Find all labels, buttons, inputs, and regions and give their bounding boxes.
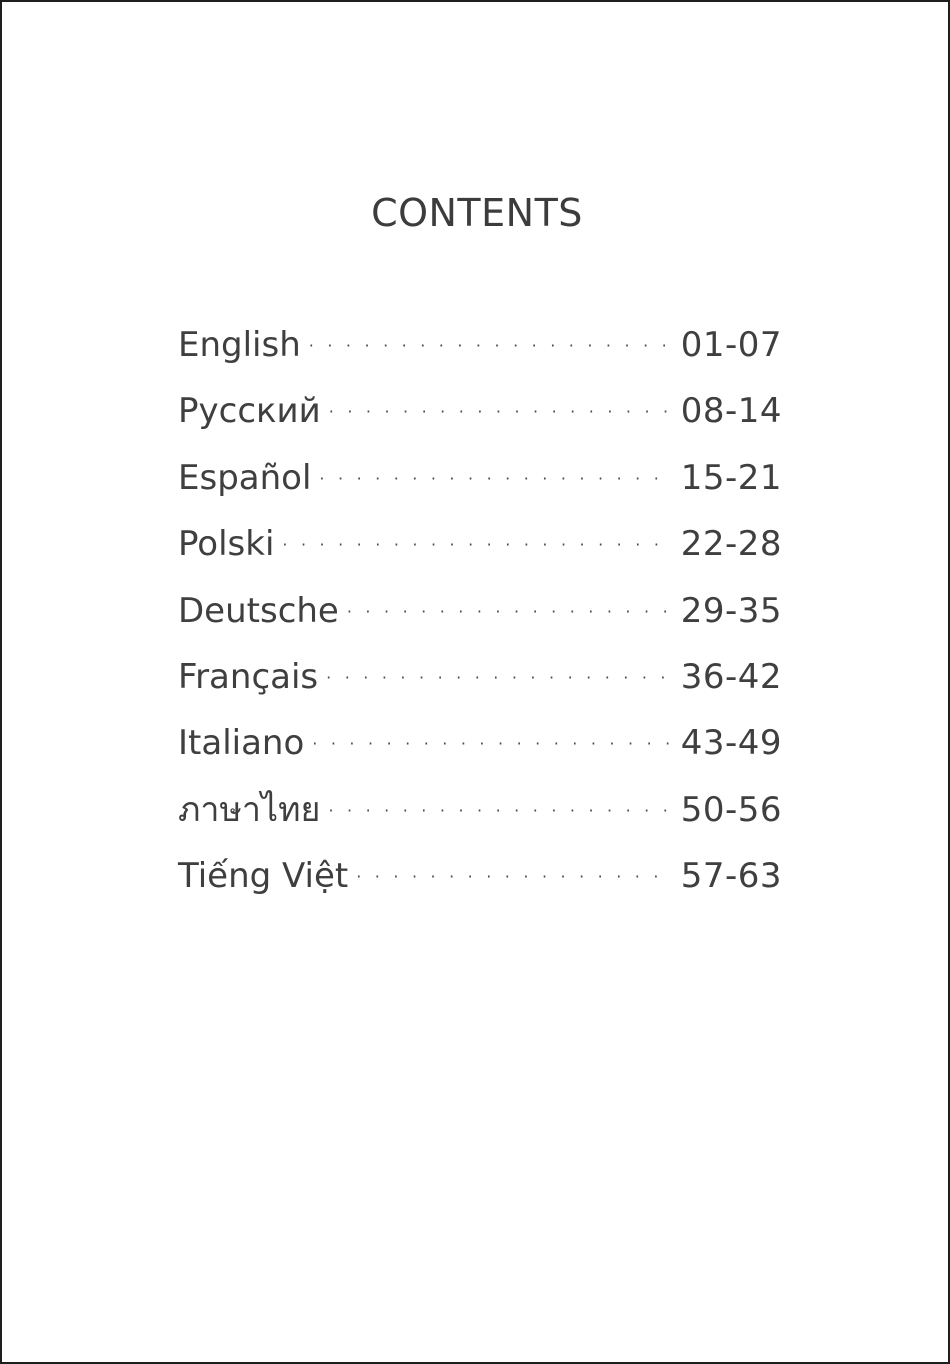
dot-leader: [328, 788, 670, 834]
toc-entry-label: ภาษาไทย: [178, 789, 321, 830]
toc-entry-pages: 50-56: [680, 789, 782, 830]
dot-leader: [347, 589, 671, 635]
toc-entry-russian: [178, 388, 782, 454]
toc-entry-thai: [178, 787, 782, 853]
toc-entry-pages: 36-42: [680, 656, 782, 697]
dot-leader: [356, 854, 670, 900]
toc-entry-label: Polski: [178, 524, 275, 565]
dot-leader: [312, 721, 670, 767]
dot-leader: [326, 655, 671, 701]
toc-entry-pages: 15-21: [680, 457, 782, 498]
toc-entry-pages: 57-63: [680, 856, 782, 897]
toc-entry-spanish: [178, 455, 782, 521]
toc-entry-label: English: [178, 325, 301, 365]
toc-entry-label: Italiano: [178, 723, 305, 764]
toc-entry-label: Tiếng Việt: [178, 856, 349, 897]
toc-entry-label: Русский: [178, 391, 321, 432]
toc-entry-polish: [178, 521, 782, 587]
toc-entry-pages: 43-49: [680, 723, 782, 764]
dot-leader: [282, 522, 670, 568]
toc-entry-vietnamese: [178, 853, 782, 919]
toc-entry-label: Français: [178, 656, 319, 697]
dot-leader: [319, 456, 670, 502]
toc-entry-italian: [178, 720, 782, 786]
table-of-contents: [178, 322, 782, 920]
dot-leader: [329, 389, 671, 435]
toc-entry-german: [178, 588, 782, 654]
page-title: CONTENTS: [371, 191, 583, 235]
toc-entry-label: Deutsche: [178, 590, 339, 631]
toc-entry-pages: 22-28: [680, 524, 782, 565]
toc-entry-french: [178, 654, 782, 720]
toc-entry-pages: 08-14: [680, 391, 782, 432]
dot-leader: [309, 323, 671, 369]
toc-entry-english: [178, 322, 782, 388]
toc-entry-label: Español: [178, 457, 312, 498]
toc-entry-pages: 29-35: [680, 590, 782, 631]
toc-entry-pages: 01-07: [680, 325, 782, 365]
